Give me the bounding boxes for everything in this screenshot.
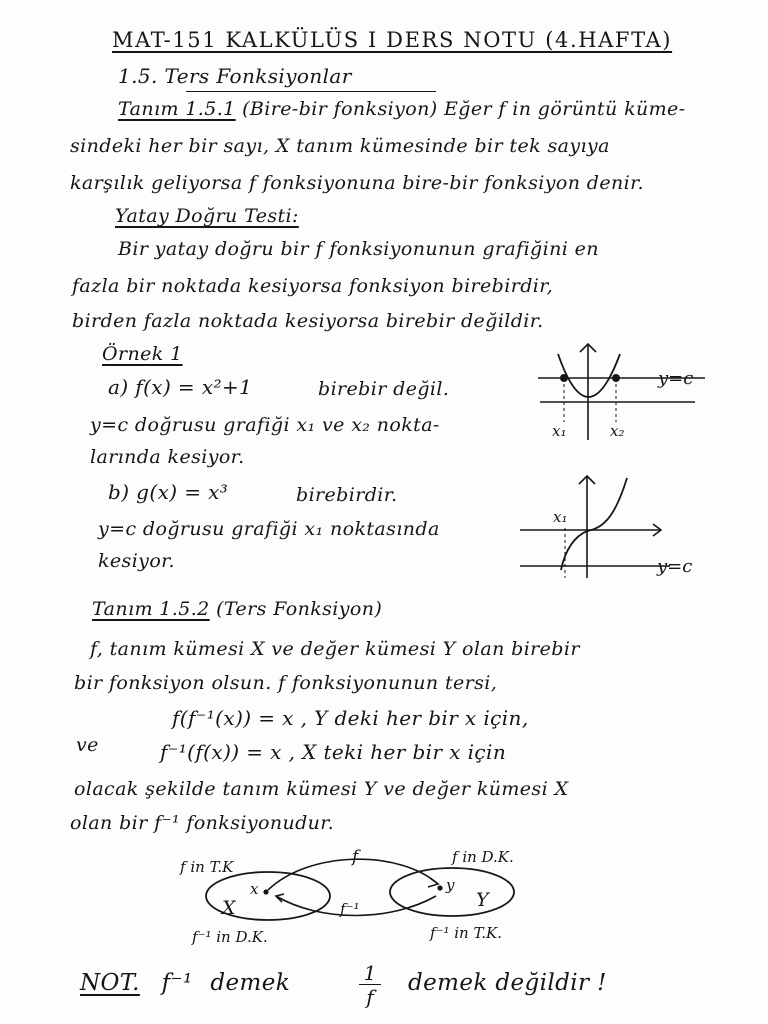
def1-label: Tanım 1.5.1	[118, 98, 236, 120]
mapping-f-arrowhead	[428, 878, 438, 887]
note-fraction-denominator: f	[366, 985, 374, 1009]
mapping-y-point	[437, 885, 442, 890]
mapping-y-label: y	[446, 876, 455, 894]
mapping-right-bottom-label: f⁻¹ in T.K.	[430, 924, 503, 942]
example1-a-line2: larında kesiyor.	[90, 446, 245, 468]
note-text1: demek	[210, 970, 291, 996]
graph-a-x1-label: x₁	[552, 422, 567, 440]
example1-a-line1: y=c doğrusu grafiği x₁ ve x₂ nokta-	[90, 414, 440, 436]
def2-equation2: f⁻¹(f(x)) = x , X teki her bir x için	[160, 740, 507, 764]
graph-a-hline-label: y=c	[658, 368, 694, 389]
note-finv: f⁻¹	[161, 970, 193, 996]
note-fraction	[359, 962, 381, 1009]
example1-b-equation: b) g(x) = x³	[108, 480, 229, 504]
example1-a-note: birebir değil.	[318, 378, 450, 400]
mapping-left-set-label: X	[222, 897, 236, 919]
graph-b-x1-label: x₁	[553, 508, 568, 526]
hline-test-line2: fazla bir noktada kesiyorsa fonksiyon birebirdir,	[72, 275, 554, 297]
def1-text1: Eğer f in görüntü küme-	[443, 98, 686, 120]
graph-a-point2	[612, 374, 620, 382]
mapping-right-top-label: f in D.K.	[452, 848, 514, 866]
example1-b-note: birebirdir.	[296, 484, 398, 506]
mapping-f-label: f	[352, 847, 359, 867]
graph-parabola	[530, 340, 740, 450]
example1-b-line1: y=c doğrusu grafiği x₁ noktasında	[98, 518, 440, 540]
note-label: NOT.	[80, 970, 140, 996]
note-text2: demek değildir !	[408, 970, 607, 996]
graph-a-parabola-curve	[558, 354, 620, 397]
def2-line1: f, tanım kümesi X ve değer kümesi Y olan birebir	[90, 638, 580, 660]
def1-line3: karşılık geliyorsa f fonksiyonuna bire-bir fonksiyon denir.	[70, 172, 644, 194]
section-title: 1.5. Ters Fonksiyonlar	[118, 64, 352, 88]
def2-heading	[92, 598, 382, 620]
def2-line3: olacak şekilde tanım kümesi Y ve değer kümesi X	[74, 778, 569, 800]
example1-b-line2: kesiyor.	[98, 550, 175, 572]
graph-b-hline-label: y=c	[657, 556, 693, 577]
inverse-mapping-diagram	[180, 842, 560, 952]
example1-a-equation: a) f(x) = x²+1	[108, 375, 253, 399]
graph-cubic	[515, 470, 725, 582]
note-fraction-numerator: 1	[359, 962, 381, 985]
hline-test-line3: birden fazla noktada kesiyorsa birebir değildir.	[72, 310, 544, 332]
def2-line4: olan bir f⁻¹ fonksiyonudur.	[70, 812, 335, 834]
section-underline	[186, 91, 436, 92]
def2-equation1: f(f⁻¹(x)) = x , Y deki her bir x için,	[172, 706, 529, 730]
mapping-left-top-label: f in T.K	[180, 858, 234, 876]
def2-line2: bir fonksiyon olsun. f fonksiyonunun tersi,	[74, 672, 498, 694]
hline-test-label: Yatay Doğru Testi:	[115, 205, 299, 227]
def1-paren: (Bire-bir fonksiyon)	[242, 98, 438, 120]
def1-line2: sindeki her bir sayı, X tanım kümesinde bir tek sayıya	[70, 135, 610, 157]
page-title: MAT-151 KALKÜLÜS I DERS NOTU (4.HAFTA)	[112, 28, 673, 52]
mapping-finv-label: f⁻¹	[340, 900, 360, 918]
graph-a-point1	[560, 374, 568, 382]
example1-label: Örnek 1	[102, 343, 183, 365]
graph-a-x2-label: x₂	[610, 422, 625, 440]
def2-paren: (Ters Fonksiyon)	[216, 598, 383, 620]
mapping-right-set-label: Y	[476, 889, 489, 911]
mapping-x-label: x	[250, 880, 259, 898]
section-heading	[118, 64, 352, 88]
note-row	[80, 970, 290, 996]
hline-test-line1: Bir yatay doğru bir f fonksiyonunun grafiğini en	[118, 238, 599, 260]
mapping-x-point	[263, 889, 268, 894]
mapping-left-bottom-label: f⁻¹ in D.K.	[192, 928, 268, 946]
def2-ve: ve	[76, 734, 99, 756]
def2-label: Tanım 1.5.2	[92, 598, 210, 620]
graph-b-cubic-curve	[561, 478, 627, 570]
def1-line1	[118, 98, 686, 120]
